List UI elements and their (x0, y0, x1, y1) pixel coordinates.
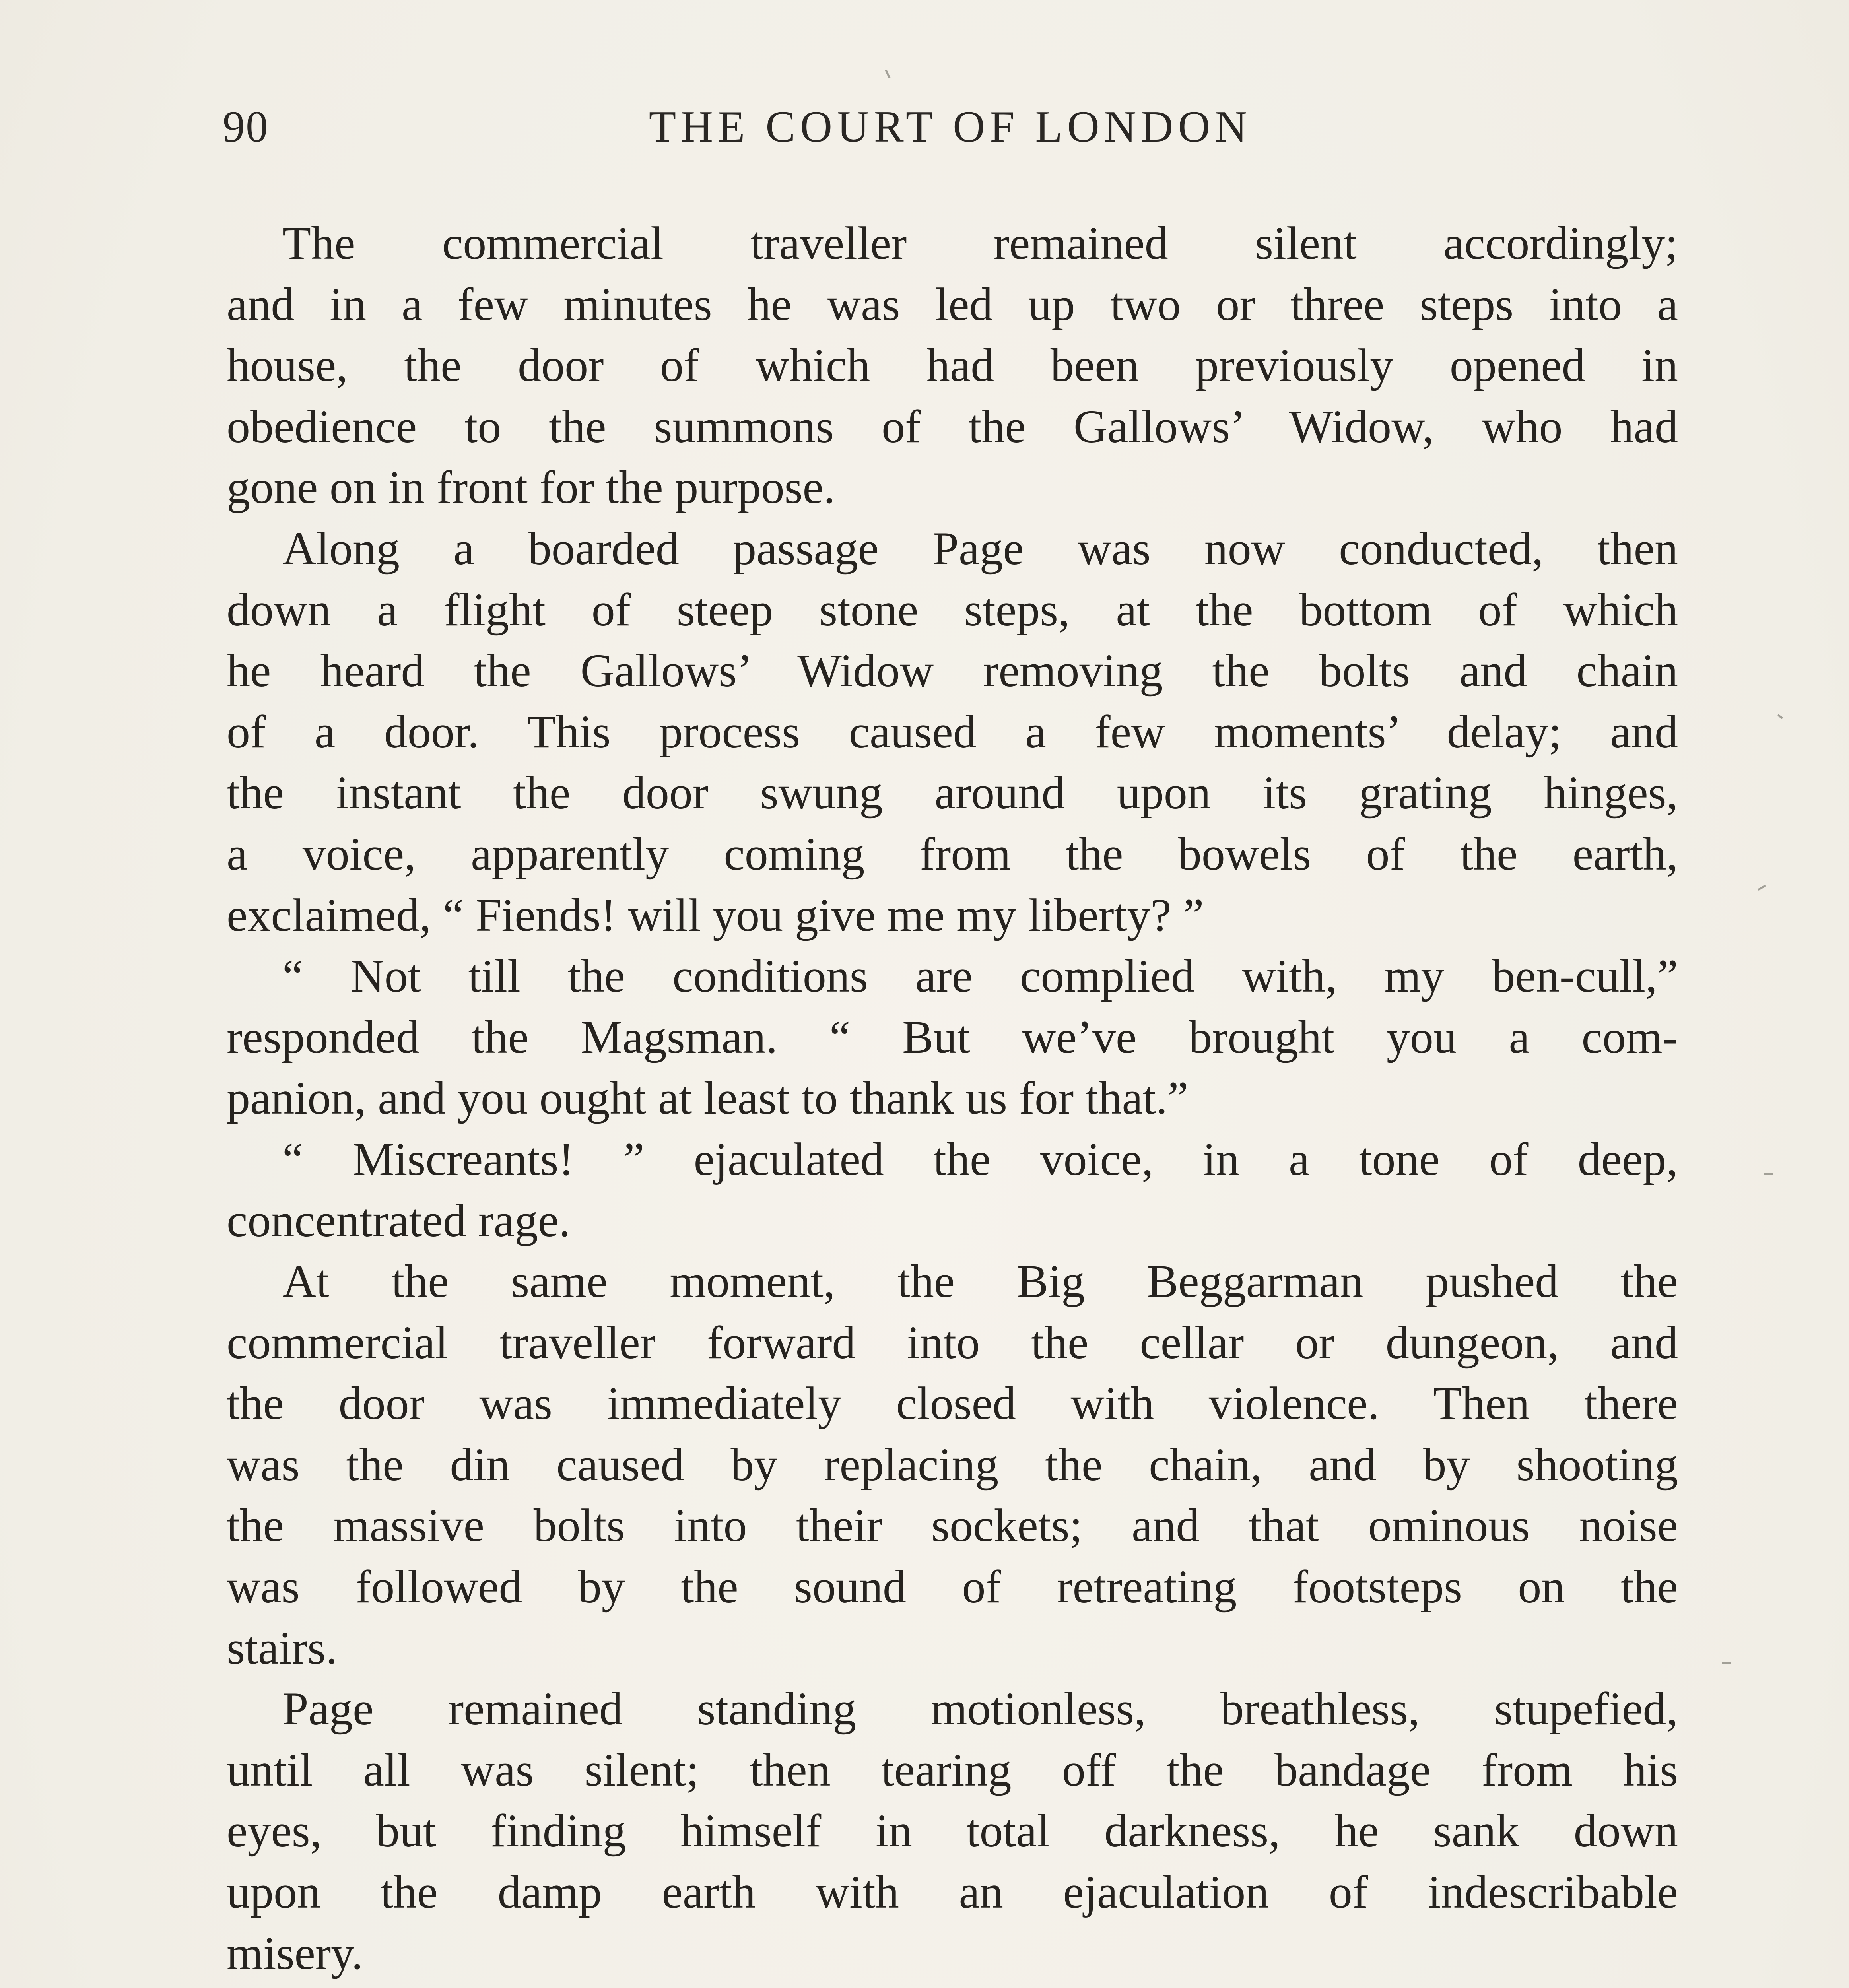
text-line: misery. (227, 1927, 363, 1979)
text-line: exclaimed, “ Fiends! will you give me my liberty? ” (227, 889, 1204, 941)
text-line: down a flight of steep stone steps, at the bottom of which (227, 583, 1678, 636)
text-line: he heard the Gallows’ Widow removing the bolts and chain (227, 645, 1678, 697)
text-line: Page remained standing motionless, breathless, stupefied, (282, 1683, 1678, 1735)
print-speck (1777, 714, 1783, 719)
text-line (227, 1984, 1678, 1988)
text-line: the door was immediately closed with violence. Then there (227, 1377, 1678, 1430)
text-line: upon the damp earth with an ejaculation of indescribable (227, 1866, 1678, 1918)
text-line: stairs. (227, 1621, 338, 1674)
text-line: a voice, apparently coming from the bowels of the earth, (227, 827, 1678, 880)
text-line: the instant the door swung around upon its grating hinges, (227, 767, 1678, 819)
print-speck (1722, 1662, 1731, 1664)
body-text (227, 213, 1678, 1988)
text-line: “ Not till the conditions are complied with, my ben-cull,” (282, 950, 1678, 1002)
text-line: responded the Magsman. “ But we’ve brought you a com- (227, 1011, 1678, 1063)
text-line: “ Miscreants! ” ejaculated the voice, in a tone of deep, (282, 1133, 1678, 1185)
text-line: the massive bolts into their sockets; and that ominous noise (227, 1499, 1678, 1552)
running-head: THE COURT OF LONDON (649, 102, 1252, 151)
text-line: gone on in front for the purpose. (227, 461, 835, 514)
print-speck (1758, 885, 1766, 891)
text-line: Along a boarded passage Page was now conducted, then (282, 522, 1678, 575)
text-line: until all was silent; then tearing off the bandage from his (227, 1743, 1678, 1796)
text-line: of a door. This process caused a few moments’ delay; and (227, 705, 1678, 758)
text-line: was the din caused by replacing the chain, and by shooting (227, 1438, 1678, 1491)
text-line: panion, and you ought at least to thank us for that.” (227, 1072, 1189, 1124)
print-speck (885, 70, 891, 78)
text-line: obedience to the summons of the Gallows’ Widow, who had (227, 400, 1678, 452)
text-line: The commercial traveller remained silent accordingly; (282, 217, 1678, 269)
text-line: concentrated rage. (227, 1194, 571, 1246)
page-number: 90 (223, 102, 269, 151)
text-line: commercial traveller forward into the cellar or dungeon, and (227, 1316, 1678, 1369)
page-header (223, 101, 1678, 157)
text-line: was followed by the sound of retreating footsteps on the (227, 1561, 1678, 1613)
text-line: house, the door of which had been previously opened in (227, 339, 1678, 392)
text-line: At the same moment, the Big Beggarman pushed the (282, 1255, 1678, 1308)
text-line: eyes, but finding himself in total darkness, he sank down (227, 1805, 1678, 1857)
text-line: and in a few minutes he was led up two or three steps into a (227, 278, 1678, 330)
print-speck (1764, 1173, 1773, 1175)
